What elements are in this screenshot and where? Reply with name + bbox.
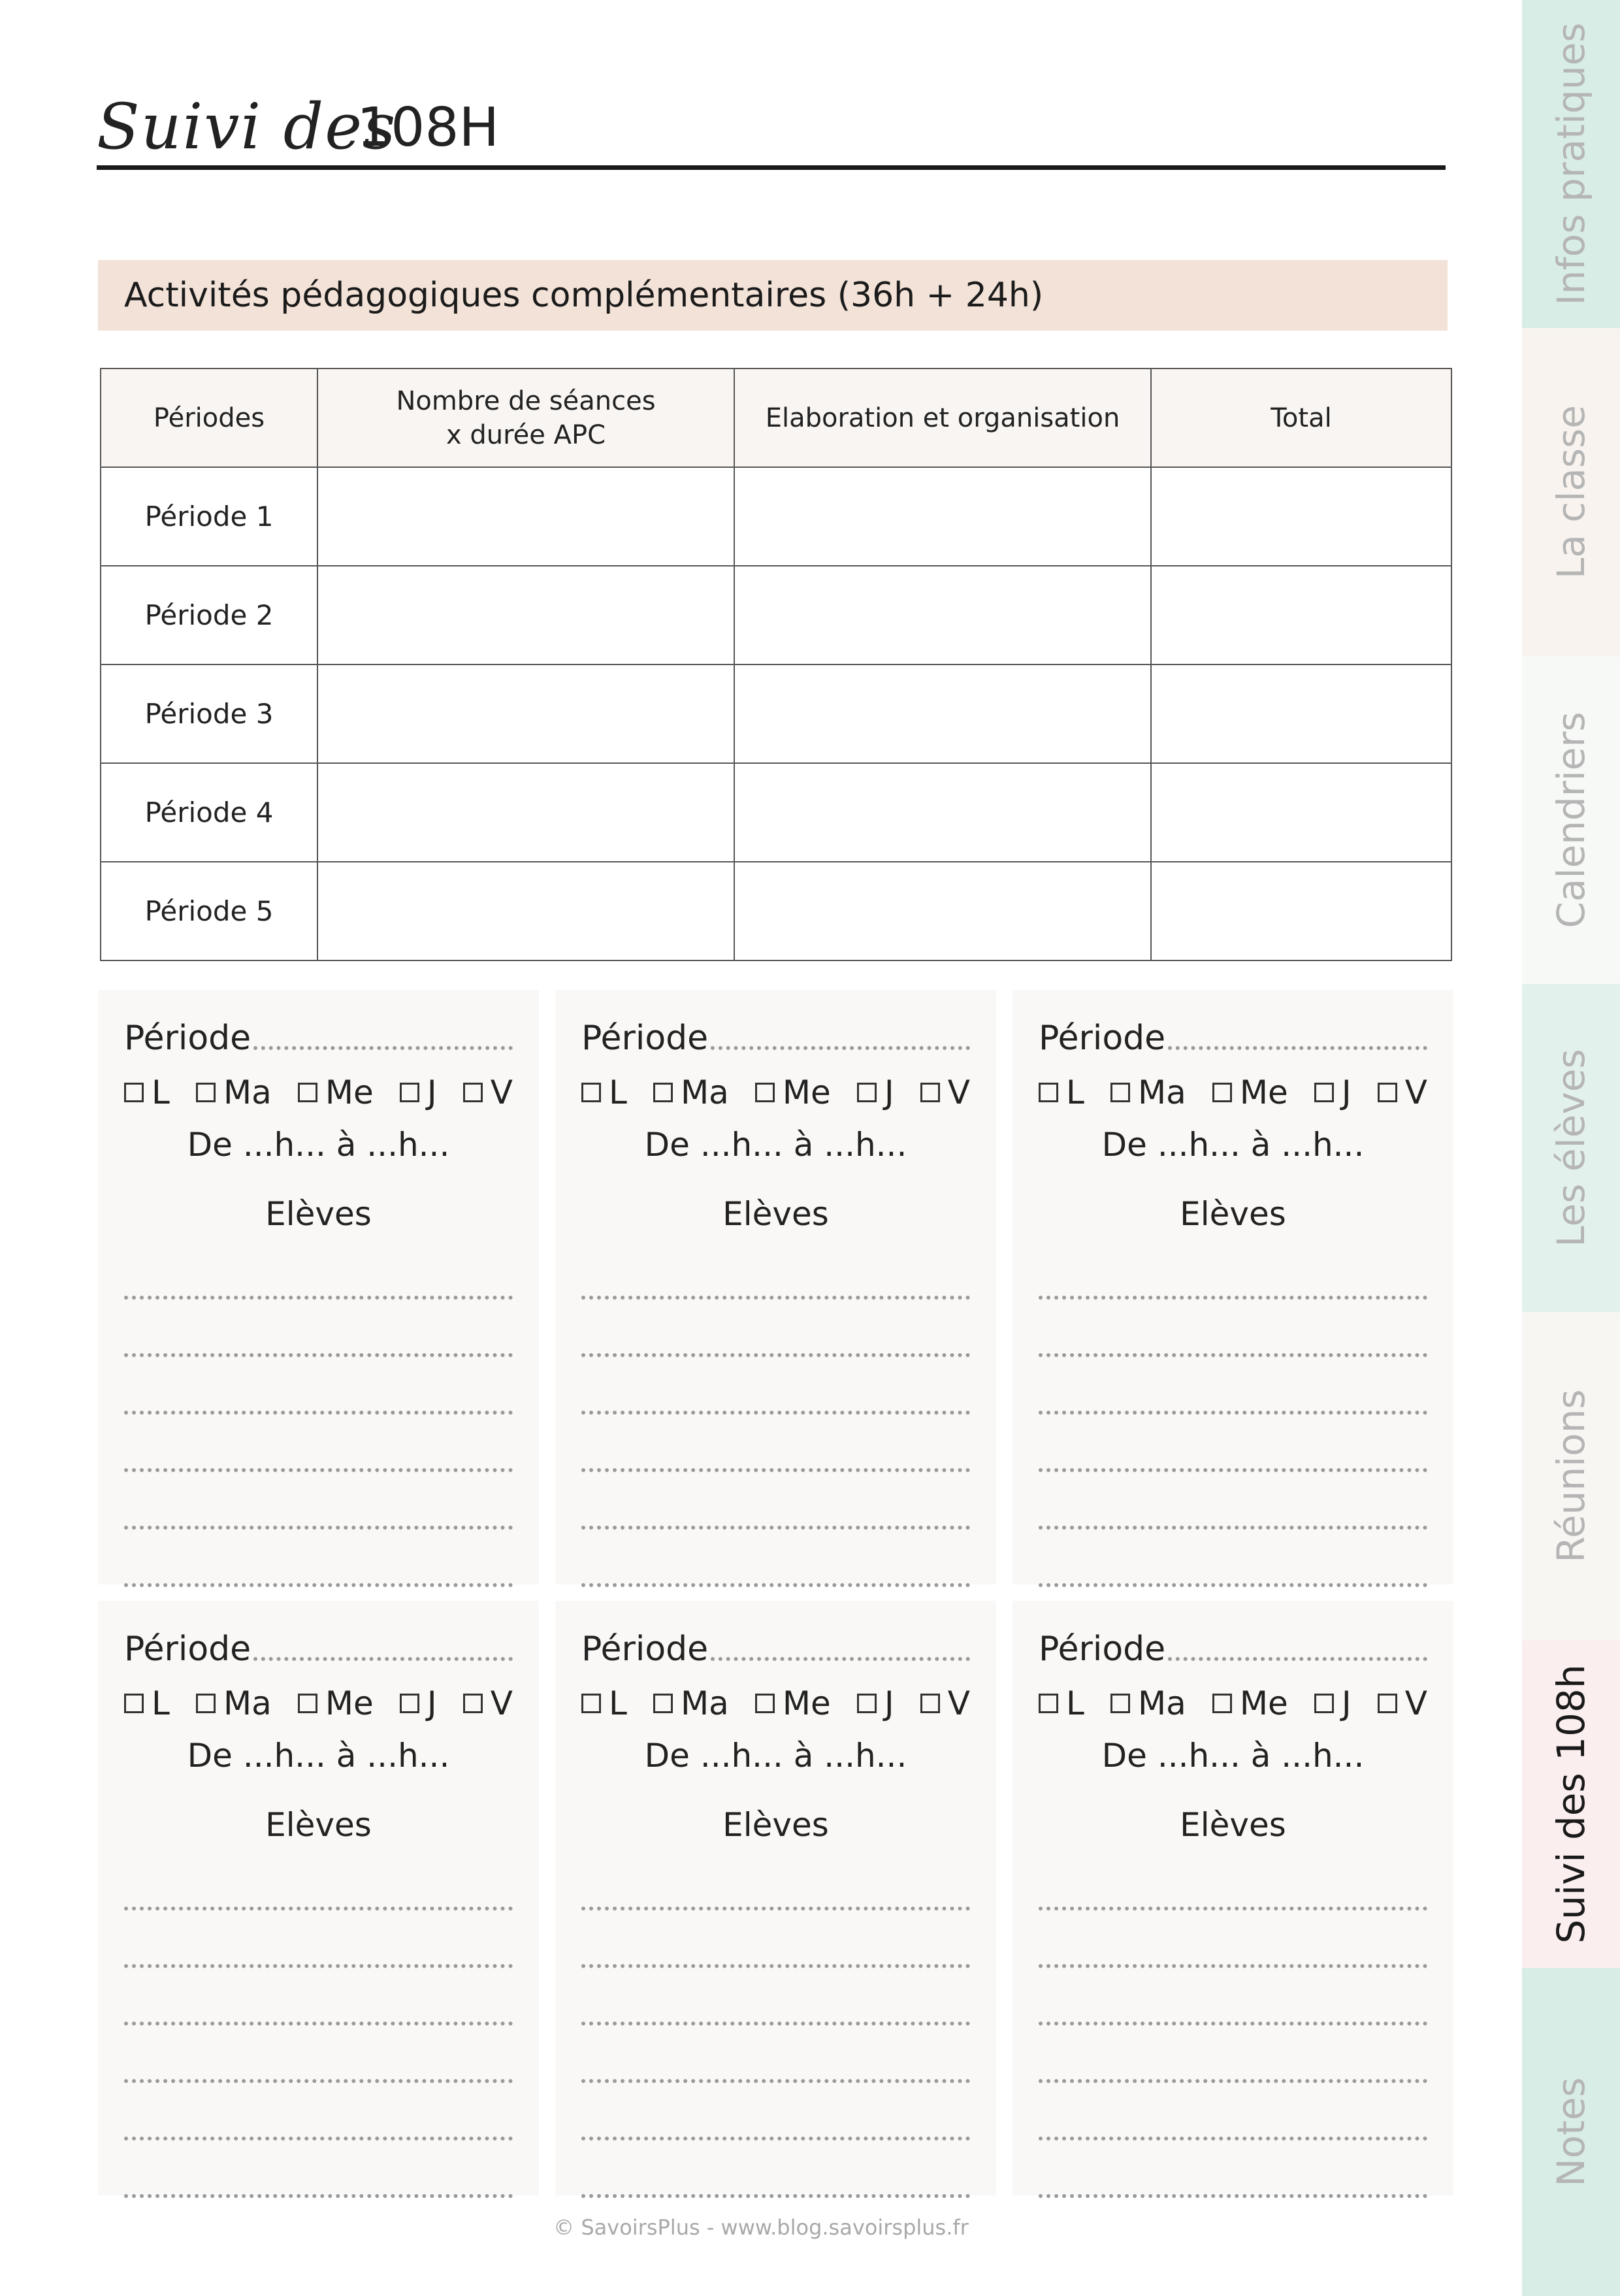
seances-cell[interactable] <box>317 664 734 763</box>
student-fill-line[interactable] <box>581 1530 970 1587</box>
period-label: Période <box>124 1630 251 1669</box>
day-option[interactable] <box>653 1684 729 1722</box>
day-option[interactable] <box>1378 1684 1427 1722</box>
apc-group-card <box>555 990 996 1584</box>
day-option[interactable] <box>124 1074 170 1111</box>
header-total: Total <box>1151 369 1451 467</box>
page-title <box>97 85 1446 170</box>
period-line <box>581 1016 970 1058</box>
day-label: Me <box>782 1684 831 1722</box>
weekday-checkboxes <box>1039 1072 1427 1113</box>
day-option[interactable] <box>755 1684 831 1722</box>
checkbox-icon[interactable] <box>1212 1694 1232 1713</box>
apc-group-card <box>98 1601 539 2195</box>
day-label: Me <box>325 1074 374 1111</box>
apc-group-card <box>1012 990 1453 1584</box>
tab-les-élèves[interactable] <box>1522 984 1620 1312</box>
period-label: Période <box>1039 1019 1166 1058</box>
weekday-checkboxes <box>581 1683 970 1724</box>
table-row <box>101 664 1451 763</box>
day-label: Ma <box>223 1684 272 1722</box>
day-option[interactable] <box>400 1684 437 1722</box>
hours-range: De ...h... à ...h... <box>1101 1126 1365 1164</box>
student-fill-line[interactable] <box>1039 1472 1427 1530</box>
checkbox-icon[interactable] <box>463 1083 483 1102</box>
header-elaboration: Elaboration et organisation <box>734 369 1151 467</box>
day-label: J <box>1341 1684 1352 1722</box>
header-periodes: Périodes <box>101 369 317 467</box>
checkbox-icon[interactable] <box>581 1694 601 1713</box>
apc-group-card <box>555 1601 996 2195</box>
student-fill-line[interactable] <box>1039 2025 1427 2083</box>
period-label: Période <box>124 1019 251 1058</box>
checkbox-icon[interactable] <box>920 1083 940 1102</box>
row-period-label: Période 2 <box>101 566 317 664</box>
row-period-label: Période 5 <box>101 862 317 960</box>
table-row <box>101 862 1451 960</box>
checkbox-icon[interactable] <box>463 1694 483 1713</box>
day-option[interactable] <box>1212 1074 1288 1111</box>
weekday-checkboxes <box>124 1683 513 1724</box>
day-label: Ma <box>1137 1684 1186 1722</box>
day-label: Me <box>1239 1074 1288 1111</box>
student-fill-line[interactable] <box>1039 1357 1427 1415</box>
student-fill-line[interactable] <box>124 2025 513 2083</box>
student-fill-line[interactable] <box>581 1853 970 1911</box>
checkbox-icon[interactable] <box>298 1694 317 1713</box>
checkbox-icon[interactable] <box>581 1083 601 1102</box>
elaboration-cell[interactable] <box>734 862 1151 960</box>
student-fill-line[interactable] <box>124 1853 513 1911</box>
tab-label: Les élèves <box>1549 1049 1593 1247</box>
tab-la-classe[interactable] <box>1522 328 1620 656</box>
day-option[interactable] <box>298 1684 374 1722</box>
total-cell[interactable] <box>1151 862 1451 960</box>
checkbox-icon[interactable] <box>124 1083 144 1102</box>
day-label: V <box>947 1074 970 1111</box>
tab-label: Réunions <box>1549 1389 1593 1563</box>
tab-label: La classe <box>1549 405 1593 579</box>
day-label: Ma <box>1137 1074 1186 1111</box>
student-fill-line[interactable] <box>124 1472 513 1530</box>
day-option[interactable] <box>755 1074 831 1111</box>
students-lines <box>124 1853 513 2198</box>
table-header-row <box>101 369 1451 467</box>
tab-label: Infos pratiques <box>1549 22 1593 306</box>
student-fill-line[interactable] <box>581 2083 970 2140</box>
checkbox-icon[interactable] <box>755 1083 775 1102</box>
student-fill-line[interactable] <box>124 1242 513 1300</box>
students-label: Elèves <box>722 1806 829 1844</box>
day-option[interactable] <box>920 1684 970 1722</box>
day-option[interactable] <box>581 1074 627 1111</box>
day-label: J <box>1341 1074 1352 1111</box>
day-label: Me <box>1239 1684 1288 1722</box>
weekday-checkboxes <box>1039 1683 1427 1724</box>
apc-summary-table <box>100 368 1452 961</box>
section-heading: Activités pédagogiques complémentaires (36h + 24h) <box>98 260 1448 331</box>
total-cell[interactable] <box>1151 763 1451 862</box>
day-option[interactable] <box>857 1074 894 1111</box>
period-fill-line[interactable] <box>711 1657 970 1661</box>
period-fill-line[interactable] <box>253 1657 513 1661</box>
apc-group-card <box>1012 1601 1453 2195</box>
checkbox-icon[interactable] <box>920 1694 940 1713</box>
period-line <box>124 1016 513 1058</box>
tab-réunions[interactable] <box>1522 1312 1620 1640</box>
day-option[interactable] <box>1212 1684 1288 1722</box>
day-option[interactable] <box>124 1684 170 1722</box>
seances-cell[interactable] <box>317 862 734 960</box>
day-label: L <box>152 1074 170 1111</box>
student-fill-line[interactable] <box>1039 1911 1427 1968</box>
day-label: Ma <box>223 1074 272 1111</box>
day-label: Me <box>325 1684 374 1722</box>
total-cell[interactable] <box>1151 566 1451 664</box>
title-number: 108H <box>357 97 500 159</box>
students-label: Elèves <box>1180 1806 1286 1844</box>
students-lines <box>1039 1853 1427 2198</box>
student-fill-line[interactable] <box>1039 1415 1427 1472</box>
hours-range: De ...h... à ...h... <box>187 1126 450 1164</box>
day-label: Ma <box>680 1074 729 1111</box>
student-fill-line[interactable] <box>124 1415 513 1472</box>
hours-range: De ...h... à ...h... <box>187 1737 450 1775</box>
student-fill-line[interactable] <box>581 2025 970 2083</box>
students-label: Elèves <box>265 1806 372 1844</box>
checkbox-icon[interactable] <box>755 1694 775 1713</box>
footer-copyright: © SavoirsPlus - www.blog.savoirsplus.fr <box>553 2215 969 2240</box>
row-period-label: Période 3 <box>101 664 317 763</box>
day-label: J <box>427 1684 437 1722</box>
checkbox-icon[interactable] <box>1212 1083 1232 1102</box>
tab-notes[interactable] <box>1522 1968 1620 2296</box>
day-label: V <box>1404 1684 1427 1722</box>
student-fill-line[interactable] <box>124 1968 513 2025</box>
day-option[interactable] <box>581 1684 627 1722</box>
period-fill-line[interactable] <box>711 1046 970 1050</box>
tab-label: Calendriers <box>1549 712 1593 928</box>
students-label: Elèves <box>265 1195 372 1233</box>
period-line <box>124 1627 513 1669</box>
student-fill-line[interactable] <box>581 1415 970 1472</box>
total-cell[interactable] <box>1151 467 1451 566</box>
student-fill-line[interactable] <box>581 1242 970 1300</box>
title-script: Suivi des <box>97 90 397 163</box>
tab-calendriers[interactable] <box>1522 656 1620 984</box>
table-row <box>101 467 1451 566</box>
seances-cell[interactable] <box>317 467 734 566</box>
day-option[interactable] <box>857 1684 894 1722</box>
student-fill-line[interactable] <box>581 2140 970 2198</box>
period-line <box>1039 1627 1427 1669</box>
day-option[interactable] <box>1110 1684 1186 1722</box>
student-fill-line[interactable] <box>581 1472 970 1530</box>
checkbox-icon[interactable] <box>1378 1083 1397 1102</box>
period-fill-line[interactable] <box>253 1046 513 1050</box>
weekday-checkboxes <box>124 1072 513 1113</box>
student-fill-line[interactable] <box>1039 1530 1427 1587</box>
checkbox-icon[interactable] <box>1314 1083 1334 1102</box>
table-row <box>101 566 1451 664</box>
checkbox-icon[interactable] <box>400 1083 419 1102</box>
student-fill-line[interactable] <box>581 1911 970 1968</box>
day-label: L <box>609 1684 627 1722</box>
day-option[interactable] <box>196 1684 272 1722</box>
checkbox-icon[interactable] <box>1110 1694 1130 1713</box>
day-option[interactable] <box>1314 1074 1352 1111</box>
checkbox-icon[interactable] <box>653 1694 673 1713</box>
seances-cell[interactable] <box>317 566 734 664</box>
student-fill-line[interactable] <box>1039 2140 1427 2198</box>
period-fill-line[interactable] <box>1168 1657 1427 1661</box>
checkbox-icon[interactable] <box>1039 1083 1058 1102</box>
period-label: Période <box>581 1630 709 1669</box>
day-label: V <box>947 1684 970 1722</box>
row-period-label: Période 1 <box>101 467 317 566</box>
day-label: L <box>1066 1684 1084 1722</box>
period-label: Période <box>581 1019 709 1058</box>
day-label: J <box>427 1074 437 1111</box>
day-label: L <box>1066 1074 1084 1111</box>
day-option[interactable] <box>298 1074 374 1111</box>
day-option[interactable] <box>1314 1684 1352 1722</box>
day-option[interactable] <box>1378 1074 1427 1111</box>
day-option[interactable] <box>1039 1684 1084 1722</box>
student-fill-line[interactable] <box>1039 1242 1427 1300</box>
checkbox-icon[interactable] <box>298 1083 317 1102</box>
student-fill-line[interactable] <box>581 1300 970 1357</box>
header-nombre-seances-line2: x durée APC <box>446 419 606 450</box>
day-label: Me <box>782 1074 831 1111</box>
day-option[interactable] <box>400 1074 437 1111</box>
day-option[interactable] <box>196 1074 272 1111</box>
students-lines <box>1039 1242 1427 1587</box>
total-cell[interactable] <box>1151 664 1451 763</box>
students-lines <box>581 1853 970 2198</box>
tab-label: Notes <box>1549 2077 1593 2187</box>
student-fill-line[interactable] <box>1039 1853 1427 1911</box>
day-option[interactable] <box>463 1684 513 1722</box>
day-label: J <box>884 1074 894 1111</box>
day-label: J <box>884 1684 894 1722</box>
student-fill-line[interactable] <box>124 1530 513 1587</box>
student-fill-line[interactable] <box>124 1357 513 1415</box>
student-fill-line[interactable] <box>1039 1968 1427 2025</box>
checkbox-icon[interactable] <box>124 1694 144 1713</box>
day-option[interactable] <box>1039 1074 1084 1111</box>
period-line <box>1039 1016 1427 1058</box>
period-line <box>581 1627 970 1669</box>
table-row <box>101 763 1451 862</box>
period-fill-line[interactable] <box>1168 1046 1427 1050</box>
apc-group-card <box>98 990 539 1584</box>
tab-suivi-des-108h[interactable] <box>1522 1640 1620 1968</box>
hours-range: De ...h... à ...h... <box>1101 1737 1365 1775</box>
elaboration-cell[interactable] <box>734 566 1151 664</box>
checkbox-icon[interactable] <box>1378 1694 1397 1713</box>
header-nombre-seances <box>317 369 734 467</box>
hours-range: De ...h... à ...h... <box>644 1737 907 1775</box>
row-period-label: Période 4 <box>101 763 317 862</box>
checkbox-icon[interactable] <box>653 1083 673 1102</box>
elaboration-cell[interactable] <box>734 664 1151 763</box>
checkbox-icon[interactable] <box>857 1083 877 1102</box>
day-label: L <box>152 1684 170 1722</box>
tab-label: Suivi des 108h <box>1549 1664 1593 1944</box>
day-label: Ma <box>680 1684 729 1722</box>
seances-cell[interactable] <box>317 763 734 862</box>
hours-range: De ...h... à ...h... <box>644 1126 907 1164</box>
period-label: Période <box>1039 1630 1166 1669</box>
student-fill-line[interactable] <box>124 1300 513 1357</box>
checkbox-icon[interactable] <box>1110 1083 1130 1102</box>
checkbox-icon[interactable] <box>196 1694 216 1713</box>
day-label: V <box>490 1684 513 1722</box>
day-option[interactable] <box>463 1074 513 1111</box>
student-fill-line[interactable] <box>124 1911 513 1968</box>
day-label: L <box>609 1074 627 1111</box>
checkbox-icon[interactable] <box>196 1083 216 1102</box>
elaboration-cell[interactable] <box>734 763 1151 862</box>
student-fill-line[interactable] <box>124 2140 513 2198</box>
student-fill-line[interactable] <box>581 1968 970 2025</box>
tab-infos-pratiques[interactable] <box>1522 0 1620 328</box>
students-label: Elèves <box>1180 1195 1286 1233</box>
student-fill-line[interactable] <box>1039 2083 1427 2140</box>
day-label: V <box>1404 1074 1427 1111</box>
student-fill-line[interactable] <box>581 1357 970 1415</box>
checkbox-icon[interactable] <box>1039 1694 1058 1713</box>
day-option[interactable] <box>1110 1074 1186 1111</box>
elaboration-cell[interactable] <box>734 467 1151 566</box>
day-label: V <box>490 1074 513 1111</box>
checkbox-icon[interactable] <box>1314 1694 1334 1713</box>
checkbox-icon[interactable] <box>400 1694 419 1713</box>
student-fill-line[interactable] <box>1039 1300 1427 1357</box>
students-label: Elèves <box>722 1195 829 1233</box>
day-option[interactable] <box>653 1074 729 1111</box>
weekday-checkboxes <box>581 1072 970 1113</box>
students-lines <box>581 1242 970 1587</box>
day-option[interactable] <box>920 1074 970 1111</box>
checkbox-icon[interactable] <box>857 1694 877 1713</box>
header-nombre-seances-line1: Nombre de séances <box>396 385 656 416</box>
student-fill-line[interactable] <box>124 2083 513 2140</box>
students-lines <box>124 1242 513 1587</box>
